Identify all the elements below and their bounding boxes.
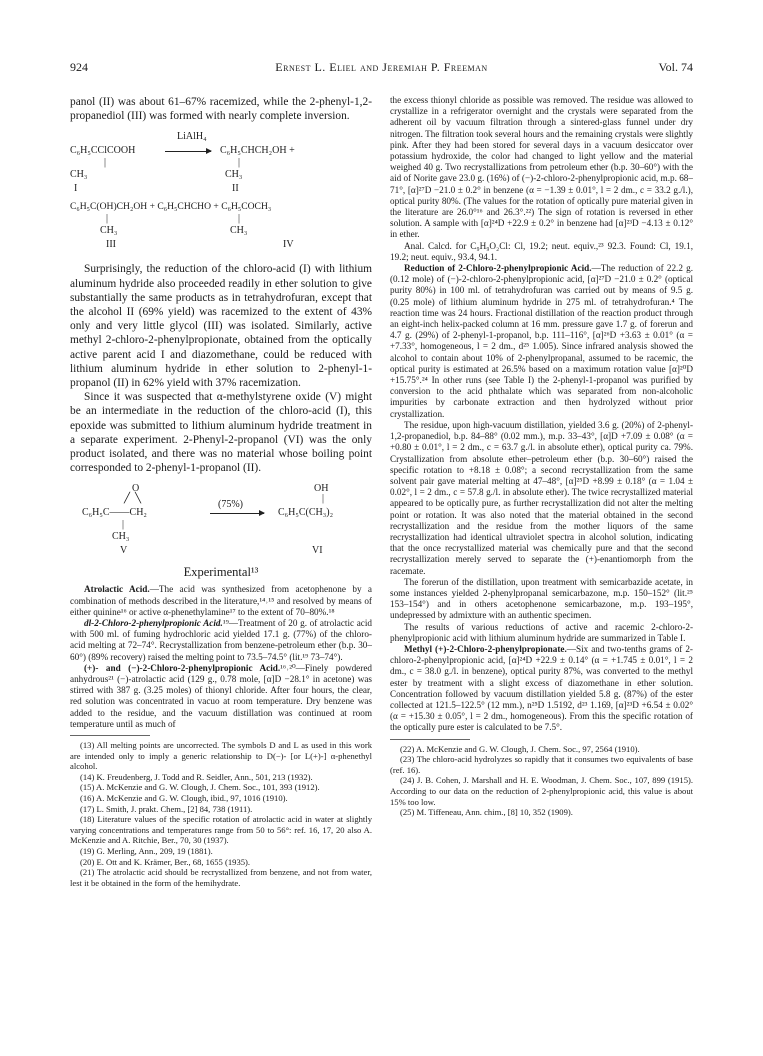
running-title: Ernest L. Eliel and Jeremiah P. Freeman	[275, 60, 488, 74]
substituent: CH₃	[70, 169, 88, 181]
compound-number: VI	[312, 545, 323, 557]
paragraph	[390, 644, 693, 734]
paragraph-text: —The acid was synthesized from acetophenone by a combination of methods described in the literature,¹⁴˒¹⁵ and resolved by means of either quinine¹⁶ or active α-phenethylamine¹⁷ to the extent of 70–80%.¹⁸	[70, 584, 372, 617]
bond: |	[238, 213, 241, 225]
paragraph-text: —Six and two-tenths grams of 2-chloro-2-phenylpropionic acid, [α]²⁴D +22.9 ± 0.14° (α = +1.745 ± 0.01°, l = 2 dm., c = 38.0 g./l. in benzene), optical purity 87%, was converted to the methyl ester by treatment with a slight excess of diazomethane in ether solution. Concentration followed by vacuum distillation yielded 5.8 g. (87%) of the ester collected at 121.5–122.5° (12 mm.), n²⁵D 1.5192, d²³ 1.169, [α]²³D +6.54 ± 0.02° (α = +15.30 ± 0.05°, l = 2 dm., homogeneous). From this the specific rotation of the optically pure ester is calculated to be 7.5°.	[390, 643, 693, 733]
footnote: (21) The atrolactic acid should be recrystallized from benzene, and not from water, lest it be obtained in the form of the hemihydrate.	[70, 867, 372, 888]
paragraph: The results of various reductions of active and racemic 2-chloro-2-phenylpropionic acid with lithium aluminum hydride are summarized in Table I.	[390, 621, 693, 643]
paragraph: panol (II) was about 61–67% racemized, while the 2-phenyl-1,2-propanediol (III) was formed with nearly complete inversion.	[70, 96, 372, 123]
subheading: dl-2-Chloro-2-phenylpropionic Acid.	[84, 618, 223, 629]
bond: |	[122, 519, 125, 531]
substituent: CH₃	[230, 225, 248, 237]
compound-number: V	[120, 545, 128, 557]
substituent: CH₃	[225, 169, 243, 181]
products-line: C₆H₅C(OH)CH₂OH + C₆H₅CHCHO + C₆H₅COCH₃	[70, 201, 272, 213]
subheading: Methyl (+)-2-Chloro-2-phenylpropionate.	[404, 643, 567, 654]
footnote: (19) G. Merling, Ann., 209, 19 (1881).	[80, 846, 213, 857]
bond: |	[104, 157, 107, 169]
page-header	[70, 60, 693, 76]
section-heading: Experimental¹³	[183, 565, 259, 580]
footnote: (15) A. McKenzie and G. W. Clough, J. Chem. Soc., 101, 393 (1912).	[80, 782, 320, 793]
paragraph: the excess thionyl chloride as possible was removed. The residue was allowed to crystallize in a refrigerator overnight and the crystals were separated from the adherent oil by vacuum filtration through a sintered-glass funnel under dry nitrogen. The filtration took several hours and the remaining crystals were slightly pink. After they had been stored for several days in a vacuum desiccator over potassium hydroxide, the color had changed to light yellow and the material weighed 40 g. Two recrystallizations from petroleum ether (b.p. 30–60°) with the aid of Norite gave 23.0 g. (16%) of (−)-2-chloro-2-phenylpropionic acid, m.p. 68–71°, [α]²⁷D −21.0 ± 0.2° in benzene (α = −1.39 ± 0.01°, l = 2 dm., c = 33.2 g./l.), optical purity 80%. (The values for the rotation of optically pure material given in the literature are 26.0°¹⁶ and 26.3°.²²) The sign of rotation is reversed in ether solution. A sample with [α]²⁴D +22.9 ± 0.2° in benzene had [α]²³D −4.13 ± 0.12° in ether.	[390, 95, 693, 240]
compound-number: I	[74, 183, 78, 195]
footnote: (13) All melting points are uncorrected. The symbols D and L as used in this work are intended only to imply a generic relationship to D(−)- [or L(+)-] α-phenethyl alcohol.	[70, 740, 372, 772]
paragraph	[70, 618, 372, 663]
paragraph-text: —The reduction of 22.2 g. (0.12 mole) of (−)-2-chloro-2-phenylpropionic acid, [α]²⁷D −21.0 ± 0.2° (optical purity 80%) in 100 ml. of tetrahydrofuran was carried out by means of 9.5 g. (0.25 mole) of lithium aluminum hydride in 275 ml. of tetrahydrofuran.⁴ The reaction time was 24 hours. Fractional distillation of the reaction product through an eight-inch helix-packed column at 16 mm. pressure gave 1.7 g. of forerun and 4.7 g. (29%) of 2-phenyl-1-propanol, b.p. 111–116°, [α]²⁶D +3.63 ± 0.01° (α = +7.33°, homogeneous, l = 2 dm., d²⁵ 1.005). Since infrared analysis showed the alcohol to contain about 10% of 2-phenylpropanal, assumed to be racemic, the optical purity is estimated at 26.5% based on a maximum rotation value [α]²⁰D +15.75°.²⁴ In other runs (see Table I) the 2-phenyl-1-propanol was purified by conversion to the acid phthalate which was separated from non-alcoholic impurities by carbonate extraction and then hydrolyzed without prior crystallization.	[390, 263, 693, 419]
footnotes-left	[70, 740, 372, 888]
footnote: (20) E. Ott and K. Krämer, Ber., 68, 1655 (1935).	[80, 856, 251, 867]
bond: |	[238, 157, 241, 169]
footnote: (24) J. B. Cohen, J. Marshall and H. E. Woodman, J. Chem. Soc., 107, 899 (1915). According to our data on the reduction of 2-phenylpropionic acid, this value is about 15% too low.	[390, 775, 693, 807]
paragraph: The forerun of the distillation, upon treatment with semicarbazide acetate, in some instances yielded 2-phenylpropanal semicarbazone, m.p. 150–152° (lit.²⁵ 153–154°) and in others acetophenone semicarbazone, m.p. 193–195°, undepressed by admixture with an authentic specimen.	[390, 576, 693, 621]
substituent: CH₃	[100, 225, 118, 237]
footnote: (14) K. Freudenberg, J. Todd and R. Seidler, Ann., 501, 213 (1932).	[80, 771, 313, 782]
footnote: (23) The chloro-acid hydrolyzes so rapidly that it consumes two equivalents of base (ref. 16).	[390, 754, 693, 775]
footnote: (22) A. McKenzie and G. W. Clough, J. Chem. Soc., 97, 2564 (1910).	[400, 743, 640, 754]
oxygen-label: O	[132, 483, 140, 495]
reaction-arrow	[165, 145, 211, 156]
footnote: (18) Literature values of the specific rotation of atrolactic acid in water at slightly varying concentrations and temperatures range from 50 to 56°: ref. 16, 17, 20 also A. McKenzie and A. Ritchie, Ber., 70, 30 (1937).	[70, 814, 372, 846]
compound-number: II	[232, 183, 239, 195]
paragraph: Surprisingly, the reduction of the chloro-acid (I) with lithium aluminum hydride also proceeded readily in ether solution to give substantially the same products as in tetrahydrofuran, except that the alcohol II (69% yield) was racemized to the extent of 43% only and very little glycol (III) was isolated. Similarly, active methyl 2-chloro-2-phenylpropionate, obtained from the optically active parent acid I and diazomethane, could be reduced with lithium aluminum hydride in ether solution to 2-phenyl-1-propanol (II) in 62% yield with 37% racemization.	[70, 263, 372, 390]
substituent: CH₃	[112, 531, 130, 543]
bond: |	[322, 493, 325, 505]
reaction-scheme-1	[70, 129, 372, 254]
subheading: Reduction of 2-Chloro-2-phenylpropionic Acid.	[404, 263, 592, 274]
reaction-arrow	[210, 507, 264, 518]
paragraph-text: ¹⁹—Treatment of 20 g. of atrolactic acid with 500 ml. of fuming hydrochloric acid yielded 17.1 g. (77%) of the chloro-acid melting at 72–74°. Recrystallization from benzene-petroleum ether (b.p. 30–60°) (89% recovery) raised the melting point to 73.5–74.5° (lit.¹⁹ 73–74°).	[70, 618, 372, 662]
page-number: 924	[70, 60, 88, 74]
volume-label: Vol. 74	[658, 60, 693, 74]
left-column	[70, 95, 372, 1000]
paragraph: Since it was suspected that α-methylstyrene oxide (V) might be an intermediate in the reduction of the chloro-acid (I), this epoxide was submitted to lithium aluminum hydride treatment in a separate experiment. 2-Phenyl-2-propanol (VI) was the only product isolated, and there was no material whose boiling point corresponded to 2-phenyl-1-propanol (II).	[70, 391, 372, 475]
paragraph	[390, 263, 693, 420]
right-column	[390, 95, 693, 1045]
footnote: (17) L. Smith, J. prakt. Chem., [2] 84, 738 (1911).	[80, 803, 253, 814]
hydroxyl-label: OH	[314, 483, 329, 495]
yield-label: (75%)	[218, 499, 243, 511]
epoxide-bond: ╱ ╲	[124, 493, 142, 505]
bond: |	[106, 213, 109, 225]
footnote: (25) M. Tiffeneau, Ann. chim., [8] 10, 352 (1909).	[400, 807, 573, 818]
compound-number: III	[106, 239, 116, 251]
paragraph: Anal. Calcd. for C₉H₉O₂Cl: Cl, 19.2; neut. equiv.,²³ 92.3. Found: Cl, 19.1, 19.2; neut. equiv., 93.4, 94.1.	[390, 240, 693, 262]
compound-II: C₆H₅CHCH₂OH +	[220, 145, 295, 157]
footnote: (16) A. McKenzie and G. W. Clough, ibid., 97, 1016 (1910).	[80, 793, 288, 804]
footnotes-right	[390, 744, 693, 818]
compound-V: C₆H₅C——CH₂	[82, 507, 147, 519]
paragraph	[70, 663, 372, 730]
paragraph	[70, 584, 372, 618]
subheading: Atrolactic Acid.	[84, 584, 150, 595]
reagent-label: LiAlH₄	[177, 131, 207, 143]
paragraph: The residue, upon high-vacuum distillation, yielded 3.6 g. (20%) of 2-phenyl-1,2-propanediol, b.p. 84–88° (0.02 mm.), m.p. 33–43°, [α]D +7.09 ± 0.08° (α = +0.80 ± 0.01°, l = 2 dm., c = 63.7 g./l. in absolute ether), optical purity ca. 79%. Crystallization from absolute ether–petroleum ether (b.p. 30–60°) raised the specific rotation to +8.18 ± 0.08°; a second recrystallization from the same solvent pair gave material melting at 47–48°, [α]²⁵D +8.99 ± 0.18° (α = 1.04 ± 0.02°, l = 2 dm., c = 57.8 g./l. in absolute ether). The twice recrystallized material appeared to be optically pure, as further recrystallization did not alter the melting point or rotation. It was also noted that the material obtained in the second recrystallization and the residue from the mother liquors of the same recrystallization had identical ultraviolet spectra in alcohol solution, indicating that the once recrystallized material was chemically pure and that the second recrystallization merely served to separate the (+)-enantiomorph from the racemate.	[390, 419, 693, 576]
compound-I: C₆H₅CClCOOH	[70, 145, 136, 157]
compound-VI: C₆H₅C(CH₃)₂	[278, 507, 334, 519]
subheading: (+)- and (−)-2-Chloro-2-phenylpropionic Acid.	[84, 662, 281, 673]
footnote-divider	[70, 735, 150, 736]
paragraph-text: ¹⁶˒²⁰—Finely powdered anhydrous²¹ (−)-atrolactic acid (129 g., 0.78 mole, [α]D −28.1° in acetone) was stirred with 387 g. (3.25 moles) of thionyl chloride. After four hours, the clear, red solution was concentrated in vacuo at room temperature. Dry benzene was added to the residue, and the vacuum distillation was continued at room temperature until as much of	[70, 662, 372, 729]
footnote-divider	[390, 739, 470, 740]
reaction-scheme-2	[70, 481, 372, 559]
compound-number: IV	[283, 239, 294, 251]
